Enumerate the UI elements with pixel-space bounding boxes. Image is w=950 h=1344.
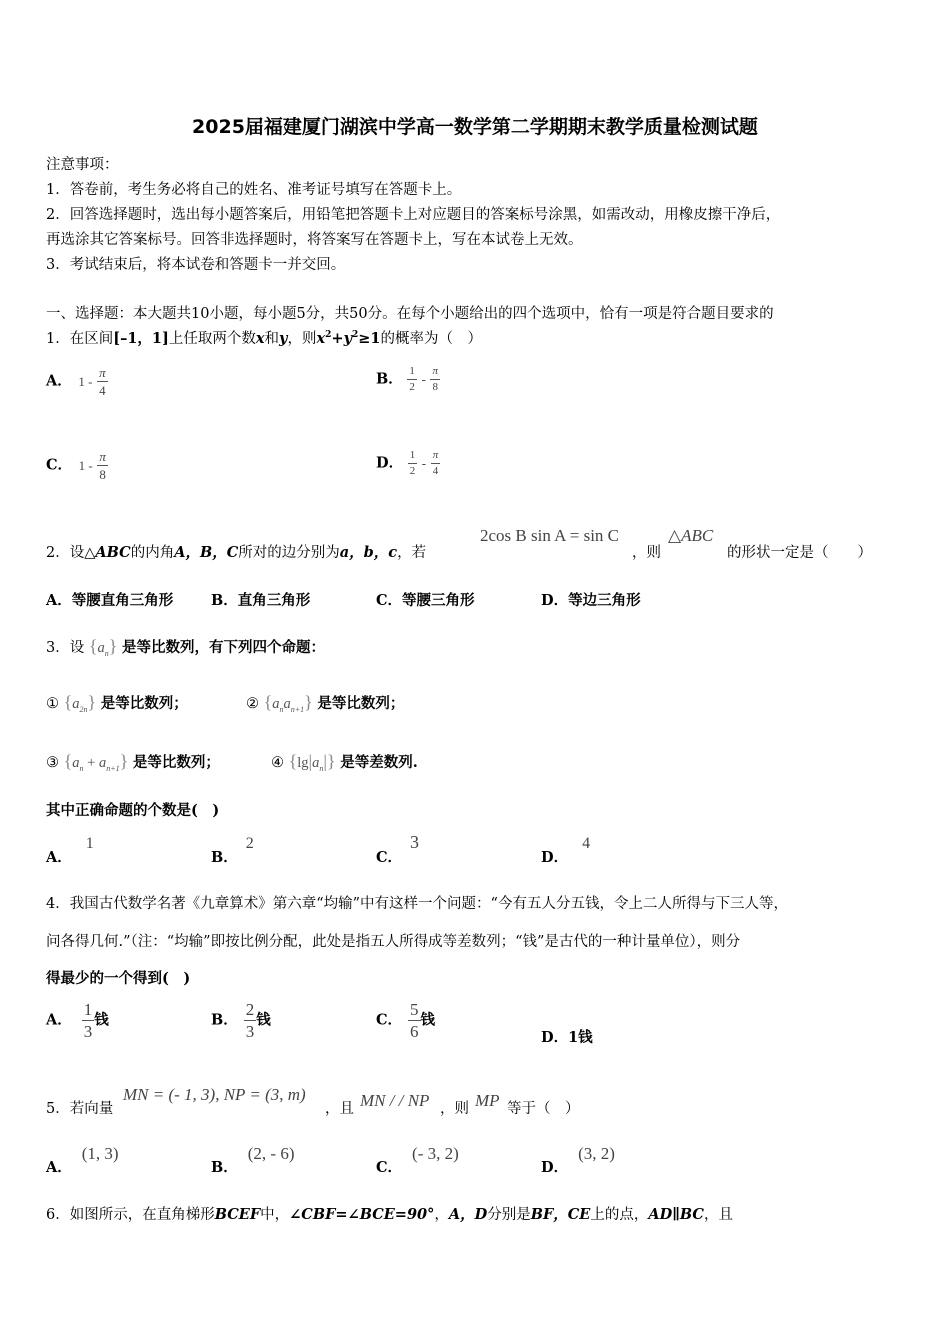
q3-text: 设	[69, 640, 85, 656]
option-label: A．	[46, 372, 72, 390]
option-value: (- 3, 2)	[412, 1144, 459, 1163]
q6-text: ，且	[703, 1207, 733, 1223]
seq-plus: +	[87, 755, 96, 771]
q1-ge: ≥1	[358, 330, 381, 347]
option-label: A．	[46, 1011, 72, 1029]
prop-seq: $\{a_{2n}\}$	[63, 692, 97, 714]
q3-prop-4	[271, 751, 418, 773]
seq-sub: n	[79, 763, 84, 773]
q5-parallel: MN / / NP	[360, 1091, 430, 1110]
q5-vectors: MN = (- 1, 3), NP = (3, m)	[123, 1085, 306, 1104]
prop-seq: $\{\lg|a_n|\}$	[288, 751, 336, 773]
q3-option-d[interactable]	[541, 832, 591, 866]
seq-term: a	[98, 755, 107, 771]
option-value: 1钱	[568, 1029, 593, 1046]
q1-exp: 2	[352, 330, 359, 341]
prop-seq: $\{a_na_{n+1}\}$	[263, 692, 313, 714]
q1-option-a[interactable]	[46, 366, 108, 397]
q4-option-b[interactable]	[211, 1001, 271, 1040]
frac-den: 3	[245, 1022, 255, 1041]
option-math: 1 -	[78, 457, 93, 473]
q2-sides: a，b，c	[339, 544, 398, 561]
q1-option-d[interactable]	[376, 450, 440, 477]
q5-option-d[interactable]	[541, 1143, 615, 1176]
frac-den: 2	[409, 465, 416, 477]
q3-prop-3	[46, 751, 220, 773]
option-unit: 钱	[94, 1011, 109, 1029]
q5-option-b[interactable]	[211, 1143, 295, 1176]
question-1	[46, 327, 482, 348]
q4-line-3: 得最少的一个得到( )	[46, 970, 191, 987]
notice-item: 2．回答选择题时，选出每小题答案后，用铅笔把答题卡上对应题目的答案标号涂黑，如需改动，用橡皮擦干净后，	[46, 207, 781, 223]
prop-text: 是等差数列.	[340, 754, 418, 771]
question-number: 2．	[46, 545, 70, 561]
q5-text: 若向量	[69, 1101, 114, 1117]
q1-interval: [–1，1]	[113, 330, 169, 347]
option-label: B．	[211, 1159, 238, 1176]
seq-term: a	[72, 755, 80, 771]
frac-num: π	[99, 365, 106, 380]
q1-option-c[interactable]	[46, 450, 108, 481]
frac-den: 8	[432, 381, 438, 393]
q2-option-b[interactable]: B．直角三角形	[211, 592, 311, 609]
frac-den: 8	[99, 467, 106, 482]
option-math: -	[421, 371, 426, 387]
option-value: (3, 2)	[578, 1144, 615, 1163]
seq-sub: n	[104, 648, 109, 658]
q3-question: 其中正确命题的个数是( )	[46, 802, 220, 819]
q3-option-c[interactable]	[376, 832, 420, 866]
frac-num: π	[99, 449, 106, 464]
option-label: C．	[376, 1159, 403, 1176]
seq-sub: n+1	[290, 704, 305, 714]
notice-heading: 注意事项：	[46, 157, 119, 173]
option-label: B．	[376, 370, 403, 388]
q2-text: 所对的边分别为	[238, 545, 340, 561]
option-math: 1 -	[78, 373, 93, 389]
question-5-lead	[46, 1097, 113, 1118]
seq-term: a	[283, 696, 291, 712]
q2-text: ，若	[397, 545, 427, 561]
seq-term: a	[272, 696, 280, 712]
seq-sub: n	[279, 704, 284, 714]
q1-var-y: y	[279, 330, 288, 347]
q1-exp: 2	[325, 330, 332, 341]
q2-option-d[interactable]: D．等边三角形	[541, 592, 641, 609]
frac-num: 2	[245, 1000, 255, 1019]
option-value: (1, 3)	[81, 1144, 119, 1163]
option-value: 3	[410, 832, 420, 852]
q5-then: ，则	[440, 1101, 469, 1117]
frac-num: 1	[408, 450, 418, 464]
notice-item: 再选涂其它答案标号。回答非选择题时，将答案写在答题卡上，写在本试卷上无效。	[46, 232, 583, 248]
q3-seq: $\{a_n\}$	[88, 636, 118, 658]
option-label: A．	[46, 1159, 72, 1176]
notice-item: 3．考试结束后，将本试卷和答题卡一并交回。	[46, 257, 346, 273]
q1-plus: +	[331, 330, 344, 347]
option-label: D．	[376, 454, 404, 472]
q4-option-a[interactable]	[46, 1001, 109, 1040]
option-label: B．	[211, 849, 238, 866]
frac-num: 5	[410, 1000, 419, 1019]
option-value: 4	[582, 835, 591, 852]
q6-bcef: BCEF	[214, 1206, 261, 1223]
question-3	[46, 636, 325, 658]
frac-den: 4	[432, 465, 439, 477]
seq-sub: n+1	[106, 763, 120, 773]
seq-lg: lg	[297, 755, 309, 771]
option-label: C．	[46, 456, 73, 474]
q2-angles: A，B，C	[174, 544, 239, 561]
option-math: -	[421, 455, 427, 471]
question-2	[46, 541, 426, 562]
frac-num: 1	[407, 366, 417, 380]
q3-option-b[interactable]	[211, 832, 254, 866]
q6-points: A，D	[448, 1206, 488, 1223]
q3-prop-1	[46, 692, 188, 714]
q1-expr-y: y	[343, 330, 352, 347]
q1-text: 的概率为（ ）	[380, 331, 483, 347]
question-6	[46, 1203, 733, 1224]
frac-den: 4	[99, 383, 106, 398]
prop-mark: ①	[46, 696, 59, 712]
option-label: B．	[211, 1011, 238, 1029]
q2-tail: 的形状一定是（ ）	[727, 545, 872, 561]
q1-text: ，则	[287, 331, 317, 347]
frac-den: 6	[410, 1022, 419, 1041]
q6-relation: AD∥BC	[648, 1206, 704, 1223]
q1-var-x: x	[255, 330, 265, 347]
q6-text: 上的点，	[590, 1207, 649, 1223]
q3-prop-2	[246, 692, 404, 714]
option-value: (2, - 6)	[247, 1144, 295, 1163]
q2-then: ，则	[632, 545, 661, 561]
q6-text: 分别是	[487, 1207, 531, 1223]
seq-term: a	[97, 640, 105, 656]
q1-text: 和	[264, 331, 280, 347]
prop-text: 是等比数列；	[132, 754, 220, 771]
prop-mark: ④	[271, 755, 284, 771]
q3-text: 是等比数列，有下列四个命题：	[121, 639, 325, 656]
q6-text: ，	[434, 1207, 449, 1223]
q1-text: 在区间	[69, 331, 114, 347]
q3-option-a[interactable]	[46, 832, 94, 866]
q2-triangle: △ABC	[668, 526, 714, 545]
question-number: 1．	[46, 331, 70, 347]
q2-text: 的内角	[130, 545, 175, 561]
question-number: 5．	[46, 1101, 70, 1117]
seq-sub: 2n	[79, 704, 88, 714]
option-label: D．	[541, 1029, 569, 1046]
option-value: 1	[85, 835, 94, 852]
seq-sub: n	[319, 763, 324, 773]
section-heading: 一、选择题：本大题共10小题，每小题5分，共50分。在每个小题给出的四个选项中，恰有一项是符合题目要求的	[46, 306, 774, 322]
option-unit: 钱	[256, 1011, 271, 1029]
q4-line-2: 问各得几何.”（注：“均输”即按比例分配，此处是指五人所得成等差数列；“钱”是古代的一种计量单位），则分	[46, 934, 741, 950]
q4-option-c[interactable]	[376, 1001, 435, 1040]
option-value: 2	[245, 835, 254, 852]
q2-abc: ABC	[95, 544, 131, 561]
question-number: 3．	[46, 640, 70, 656]
prop-text: 是等比数列；	[317, 695, 405, 712]
q4-option-d[interactable]	[541, 1026, 593, 1047]
option-label: C．	[376, 849, 403, 866]
q5-mp: MP	[475, 1091, 500, 1110]
q5-and: ，且	[325, 1101, 354, 1117]
q1-expr-x: x	[316, 330, 326, 347]
q6-angle: ∠CBF=∠BCE=90°	[289, 1206, 435, 1223]
notice-item: 1．答卷前，考生务必将自己的姓名、准考证号填写在答题卡上。	[46, 182, 462, 198]
q5-option-a[interactable]	[46, 1143, 119, 1176]
option-label: C．	[376, 1011, 403, 1029]
q5-option-c[interactable]	[376, 1143, 459, 1176]
q2-text: 设△	[69, 545, 96, 561]
frac-num: π	[431, 450, 441, 464]
seq-term: a	[312, 755, 320, 771]
frac-den: 2	[409, 381, 415, 393]
q2-formula: 2cos B sin A = sin C	[480, 526, 620, 545]
q6-text: 中，	[260, 1207, 290, 1223]
q2-option-a[interactable]: A．等腰直角三角形	[46, 592, 174, 609]
q5-tail: 等于（ ）	[507, 1101, 580, 1117]
prop-mark: ②	[246, 696, 259, 712]
option-label: D．	[541, 1159, 569, 1176]
q6-text: 如图所示，在直角梯形	[69, 1207, 215, 1223]
prop-text: 是等比数列；	[100, 695, 188, 712]
frac-num: π	[430, 366, 440, 380]
prop-seq: $\{a_n + a_{n+1}\}$	[63, 751, 129, 773]
seq-term: a	[72, 696, 80, 712]
frac-num: 1	[83, 1000, 93, 1019]
option-unit: 钱	[420, 1011, 436, 1029]
option-label: D．	[541, 849, 569, 866]
q1-option-b[interactable]	[376, 366, 440, 393]
q2-option-c[interactable]: C．等腰三角形	[376, 592, 475, 609]
question-number: 6．	[46, 1207, 70, 1223]
q1-text: 上任取两个数	[168, 331, 256, 347]
q4-line-1: 4．我国古代数学名著《九章算术》第六章“均输”中有这样一个问题：“今有五人分五钱，令上二人所得与下三人等，	[46, 896, 788, 912]
page-title: 2025届福建厦门湖滨中学高一数学第二学期期末教学质量检测试题	[192, 116, 758, 138]
option-label: A．	[46, 849, 72, 866]
prop-mark: ③	[46, 755, 59, 771]
frac-den: 3	[83, 1022, 93, 1041]
q6-sides: BF，CE	[530, 1206, 591, 1223]
